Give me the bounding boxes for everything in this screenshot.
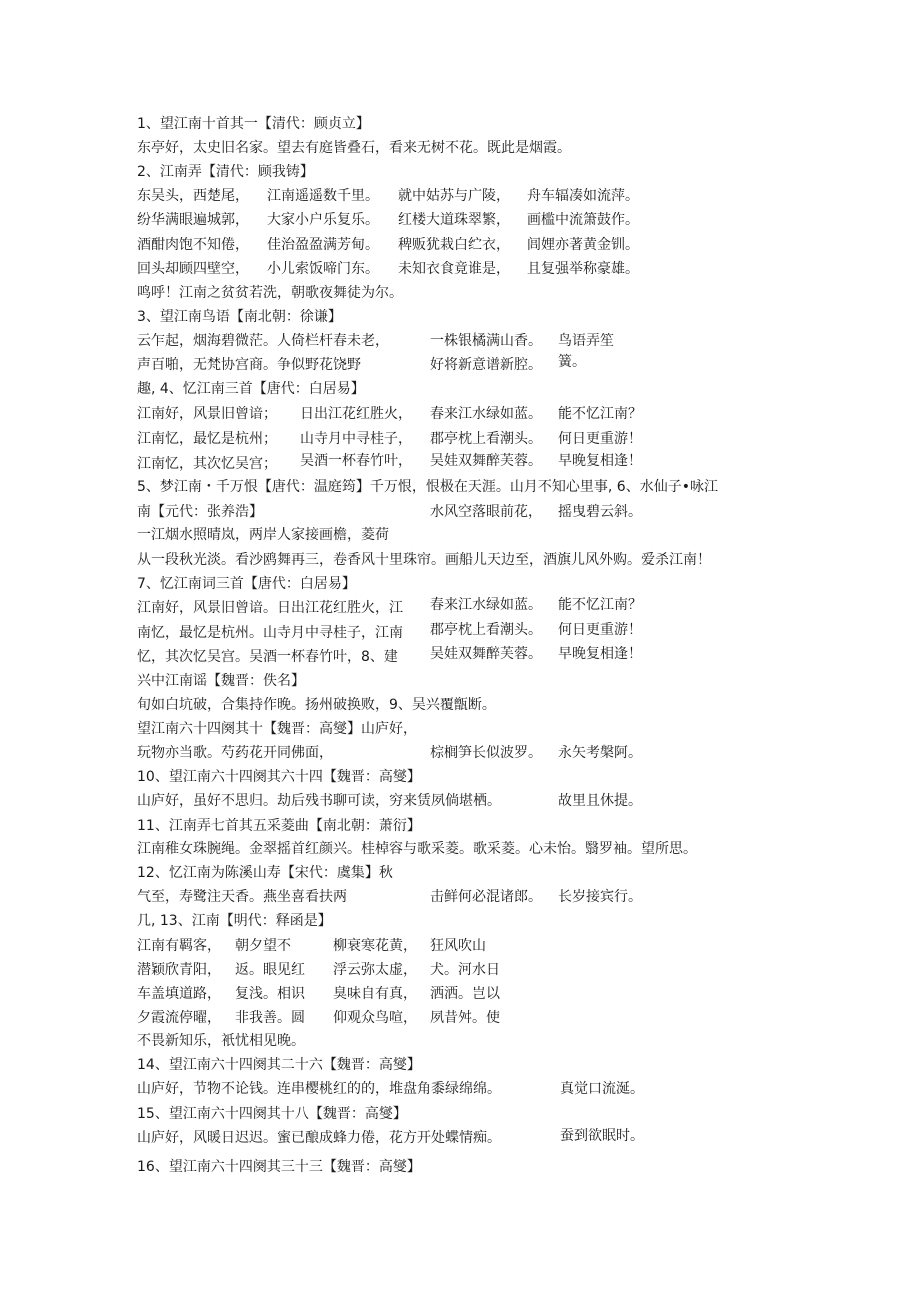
poem-line: 小儿索饭啼门东。	[267, 261, 379, 277]
poem-line: 就中姑苏与广陵，	[398, 188, 510, 204]
poem-line: 纷华满眼遍城郭，	[137, 212, 249, 228]
poem-line: 狂风吹山	[430, 938, 486, 954]
poem-line: 潜颖欣青阳，	[137, 962, 221, 978]
poem-line: 东亭好，太史旧名家。望去有庭皆叠石，看来无树不花。既此是烟霞。	[137, 140, 571, 156]
poem-line: 5、梦江南・千万恨【唐代：温庭筠】千万恨，恨极在天涯。山月不知心里事, 6、水仙子•咏江	[137, 479, 718, 495]
poem-line: 玩物亦当歌。芍药花开同佛面，	[137, 745, 333, 761]
poem-heading: 15、望江南六十四阕其十八【魏晋：高燮】	[137, 1106, 407, 1122]
poem-line: 何日更重游！	[558, 622, 642, 638]
poem-line: 水风空落眼前花，	[430, 504, 542, 520]
poem-line: 蚕到欲眠时。	[560, 1128, 644, 1144]
poem-line: 未知衣食竟谁是，	[398, 261, 510, 277]
poem-line: 车盖填道路，	[137, 986, 221, 1002]
poem-line: 云乍起，烟海碧微茫。人倚栏杆春未老，	[137, 333, 389, 349]
poem-line: 气至，寿鹭注天香。燕坐喜看扶两	[137, 889, 347, 905]
poem-line: 吴娃双舞醉芙蓉。	[430, 453, 542, 469]
poem-heading: 12、忆江南为陈溪山寿【宋代：虞集】秋	[137, 865, 393, 881]
poem-heading: 趣, 4、忆江南三首【唐代：白居易】	[137, 381, 365, 397]
poem-line: 好将新意谱新腔。	[430, 357, 542, 373]
poem-line: 吴酒一杯春竹叶，	[300, 453, 412, 469]
poem-heading: 3、望江南鸟语【南北朝：徐谦】	[137, 309, 342, 325]
poem-line: 画槛中流箫鼓作。	[527, 212, 639, 228]
poem-line: 郡亭枕上看潮头。	[430, 431, 542, 447]
poem-line: 一江烟水照晴岚，两岸人家接画檐，菱荷	[137, 527, 389, 543]
poem-line: 犬。河水日	[430, 962, 500, 978]
poem-line: 山寺月中寻桂子，	[300, 431, 412, 447]
poem-heading: 几, 13、江南【明代：释函是】	[137, 913, 332, 929]
poem-line: 闾娌亦著黄金钏。	[527, 237, 639, 253]
poem-line: 江南有羁客，	[137, 938, 221, 954]
poem-line: 永矢考槃阿。	[558, 745, 642, 761]
poem-line: 仰观众鸟喧，	[333, 1010, 417, 1026]
poem-line: 长岁接宾行。	[558, 889, 642, 905]
poem-line: 江南稚女珠腕绳。金翠摇首红颜兴。桂棹容与歌采菱。歌采菱。心未怡。翳罗袖。望所思。	[137, 841, 697, 857]
poem-heading: 14、望江南六十四阕其二十六【魏晋：高燮】	[137, 1057, 421, 1073]
poem-line: 江南遥遥数千里。	[267, 188, 379, 204]
poem-line: 真觉口流涎。	[560, 1081, 644, 1097]
poem-line: 红楼大道珠翠繁，	[398, 212, 510, 228]
poem-line: 簧。	[558, 354, 586, 370]
poem-line: 回头却顾四壁空，	[137, 261, 249, 277]
poem-line: 浮云弥太虚，	[333, 962, 417, 978]
poem-line: 南忆，最忆是杭州。山寺月中寻桂子，江南	[137, 625, 403, 641]
poem-line: 望江南六十四阕其十【魏晋：高燮】山庐好，	[137, 721, 417, 737]
poem-line: 洒洒。岂以	[430, 986, 500, 1002]
poem-line: 忆，其次忆吴宫。吴酒一杯春竹叶，8、建	[137, 649, 398, 665]
poem-line: 击鲜何必混诸郎。	[430, 889, 542, 905]
poem-line: 南【元代：张养浩】	[137, 504, 263, 520]
poem-heading: 16、望江南六十四阕其三十三【魏晋：高燮】	[137, 1159, 421, 1175]
poem-line: 能不忆江南？	[558, 406, 642, 422]
poem-line: 山庐好，虽好不思归。劫后残书聊可读，穷来赁夙倘堪栖。	[137, 793, 501, 809]
poem-line: 非我善。圆	[235, 1010, 305, 1026]
poem-line: 不畏新知乐，衹忧相见晚。	[137, 1033, 305, 1049]
poem-line: 鸣呼！江南之贫贫若洗，朝歌夜舞徒为尔。	[137, 285, 403, 301]
poem-line: 吴娃双舞醉芙蓉。	[430, 646, 542, 662]
poem-line: 佳治盈盈满芳甸。	[267, 237, 379, 253]
poem-line: 夕霞流停曜，	[137, 1010, 221, 1026]
poem-heading: 7、忆江南词三首【唐代：白居易】	[137, 576, 356, 592]
poem-line: 且复强举称豪雄。	[527, 261, 639, 277]
poem-line: 早晚复相逢！	[558, 453, 642, 469]
poem-heading: 11、江南弄七首其五采菱曲【南北朝：萧衍】	[137, 818, 421, 834]
poem-line: 舟车辐凑如流萍。	[527, 188, 639, 204]
poem-line: 声百啪，无梵协宫商。争似野花饶野	[137, 357, 361, 373]
poem-line: 故里且休提。	[558, 793, 642, 809]
poem-line: 郡亭枕上看潮头。	[430, 622, 542, 638]
poem-line: 春来江水绿如蓝。	[430, 597, 542, 613]
poem-heading: 2、江南弄【清代：顾我铸】	[137, 164, 314, 180]
poem-line: 兴中江南谣【魏晋：佚名】	[137, 673, 305, 689]
poem-line: 江南好，风景旧曾谙；	[137, 406, 277, 422]
poem-line: 江南忆，其次忆吴宫；	[137, 456, 277, 472]
poem-line: 棕榈笋长似波罗。	[430, 745, 542, 761]
poem-line: 复浅。相识	[235, 986, 305, 1002]
poem-line: 酒酣肉饱不知倦，	[137, 237, 249, 253]
poem-line: 柳衰寒花黄，	[333, 938, 417, 954]
poem-line: 江南忆，最忆是杭州；	[137, 431, 277, 447]
poem-line: 鸟语弄笙	[558, 333, 614, 349]
poem-line: 摇曳碧云斜。	[558, 504, 642, 520]
poem-heading: 1、望江南十首其一【清代：顾贞立】	[137, 116, 370, 132]
poem-line: 臭味自有真，	[333, 986, 417, 1002]
poem-line: 早晚复相逢！	[558, 646, 642, 662]
poem-line: 稗贩犹栽白纻衣，	[398, 237, 510, 253]
poem-line: 东吴头，西楚尾，	[137, 188, 249, 204]
poem-line: 日出江花红胜火，	[300, 406, 412, 422]
poem-line: 返。眼见红	[235, 962, 305, 978]
poem-line: 能不忆江南？	[558, 597, 642, 613]
poem-line: 江南好，风景旧曾谙。日出江花红胜火，江	[137, 600, 403, 616]
poem-line: 大家小户乐复乐。	[267, 212, 379, 228]
poem-line: 山庐好，节物不论钱。连串樱桃红的的，堆盘角黍绿绵绵。	[137, 1081, 501, 1097]
poem-line: 旬如白坑破，合集持作晚。扬州破换败，9、吴兴覆甑断。	[137, 697, 496, 713]
poem-line: 夙昔舛。使	[430, 1010, 500, 1026]
poem-line: 山庐好，风暖日迟迟。蜜已酿成蜂力倦，花方开处蝶情痴。	[137, 1130, 501, 1146]
poem-line: 朝夕望不	[235, 938, 291, 954]
poem-line: 何日更重游！	[558, 431, 642, 447]
poem-line: 从一段秋光淡。看沙鸥舞再三，卷香风十里珠帘。画船儿天边至，酒旗儿风外购。爱杀江南！	[137, 552, 711, 568]
poem-line: 春来江水绿如蓝。	[430, 406, 542, 422]
poem-heading: 10、望江南六十四阕其六十四【魏晋：高燮】	[137, 769, 421, 785]
poem-line: 一株银橘满山香。	[430, 333, 542, 349]
